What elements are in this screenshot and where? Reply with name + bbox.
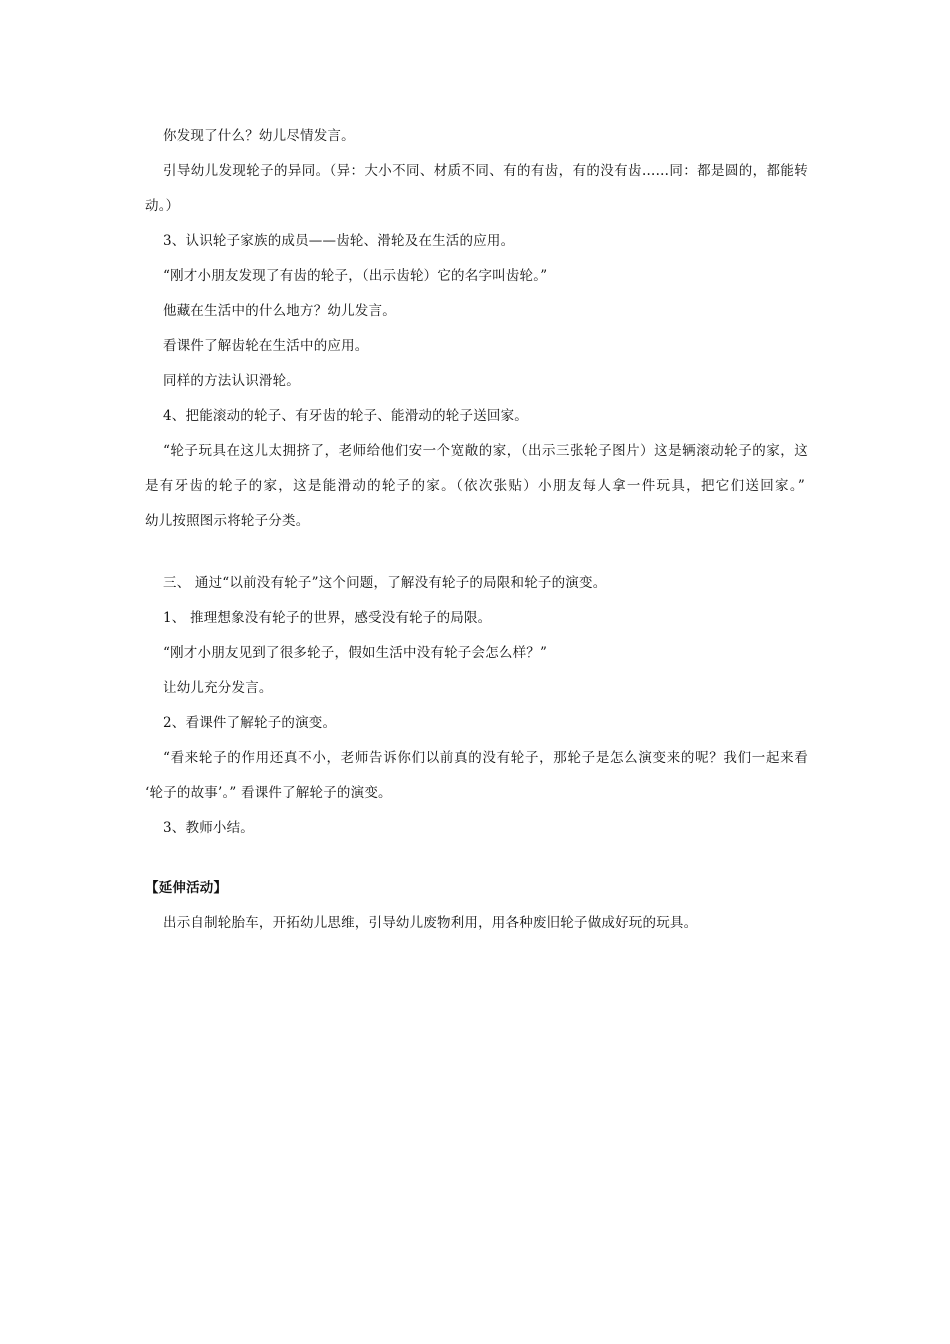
extension-heading: 【延伸活动】 [145,880,228,896]
paragraph-line: 同样的方法认识滑轮。 [163,373,300,389]
paragraph-line: 幼儿按照图示将轮子分类。 [145,513,310,529]
paragraph-line: 看课件了解齿轮在生活中的应用。 [163,338,369,354]
paragraph-line: 出示自制轮胎车，开拓幼儿思维，引导幼儿废物利用，用各种废旧轮子做成好玩的玩具。 [163,915,698,931]
step-heading: 1、 推理想象没有轮子的世界，感受没有轮子的局限。 [163,610,492,626]
step-heading: 2、看课件了解轮子的演变。 [163,715,337,731]
paragraph-line: 你发现了什么？幼儿尽情发言。 [163,128,355,144]
paragraph-line: 他藏在生活中的什么地方？幼儿发言。 [163,303,396,319]
section-heading: 三、 通过“以前没有轮子”这个问题，了解没有轮子的局限和轮子的演变。 [163,575,607,591]
quote-line: “刚才小朋友发现了有齿的轮子，（出示齿轮）它的名字叫齿轮。” [163,268,548,284]
step-heading: 3、教师小结。 [163,820,254,836]
paragraph-line: 动。） [145,198,180,214]
step-heading: 3、认识轮子家族的成员——齿轮、滑轮及在生活的应用。 [163,233,515,249]
quote-line: ‘轮子的故事’。” 看课件了解轮子的演变。 [145,785,392,801]
quote-line: 是有牙齿的轮子的家，这是能滑动的轮子的家。（依次张贴）小朋友每人拿一件玩具，把它们送回家。” [145,478,805,494]
quote-line: “看来轮子的作用还真不小，老师告诉你们以前真的没有轮子，那轮子是怎么演变来的呢？我们一起来看 [163,750,808,766]
step-heading: 4、把能滚动的轮子、有牙齿的轮子、能滑动的轮子送回家。 [163,408,528,424]
quote-line: “轮子玩具在这儿太拥挤了，老师给他们安一个宽敞的家，（出示三张轮子图片）这是辆滚动轮子的家，这 [163,443,808,459]
paragraph-line: 引导幼儿发现轮子的异同。（异：大小不同、材质不同、有的有齿，有的没有齿……同：都是圆的，都能转 [163,163,808,179]
paragraph-line: 让幼儿充分发言。 [163,680,273,696]
quote-line: “刚才小朋友见到了很多轮子，假如生活中没有轮子会怎么样？” [163,645,548,661]
